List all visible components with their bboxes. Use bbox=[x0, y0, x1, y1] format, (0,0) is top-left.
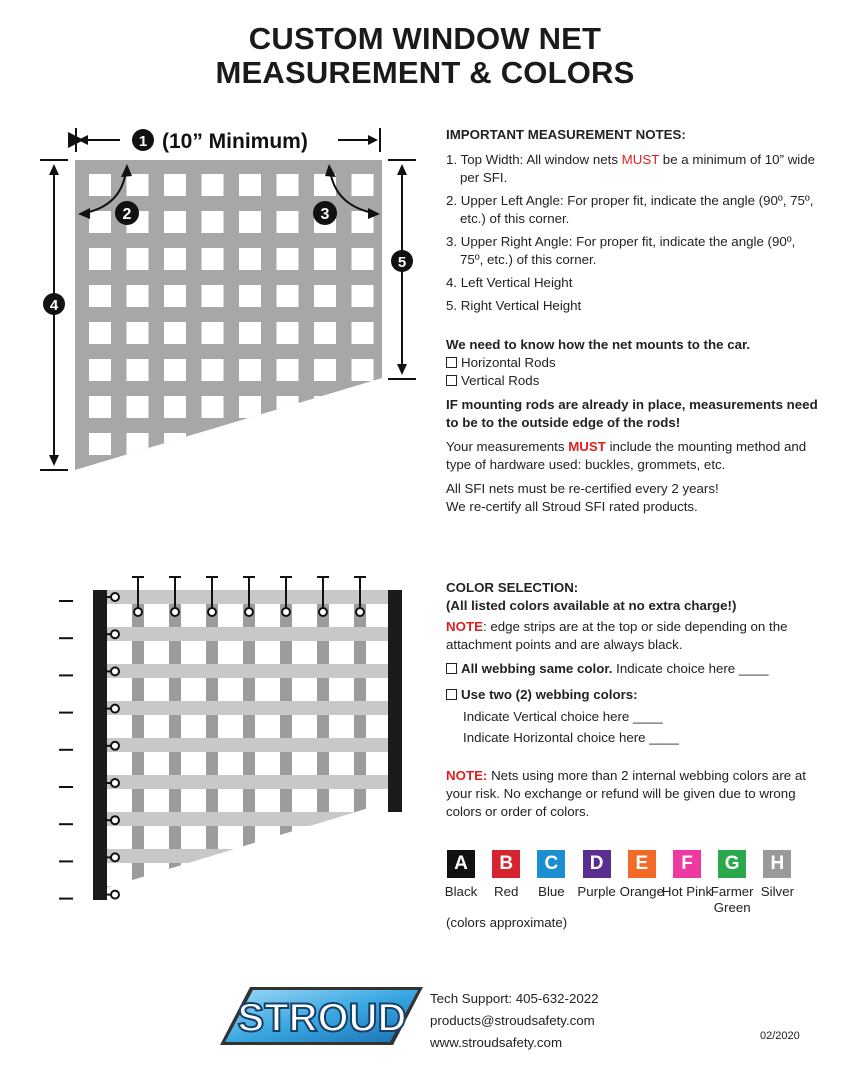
colors-approx-note: (colors approximate) bbox=[446, 915, 568, 930]
net-hole bbox=[89, 470, 111, 480]
net-hole bbox=[277, 285, 299, 307]
email-link[interactable]: products@stroudsafety.com bbox=[430, 1013, 595, 1028]
net-hole bbox=[352, 248, 374, 270]
net-hole bbox=[164, 174, 186, 196]
grommet-ring bbox=[111, 630, 119, 638]
website-link[interactable]: www.stroudsafety.com bbox=[430, 1035, 563, 1050]
net-hole bbox=[89, 396, 111, 418]
net-hole bbox=[239, 248, 261, 270]
net-hole bbox=[164, 359, 186, 381]
net-hole bbox=[89, 285, 111, 307]
horizontal-strap bbox=[100, 738, 400, 752]
swatch-b: B bbox=[492, 850, 520, 878]
method-note: Your measurements MUST include the mounting method and type of hardware used: buckles, grommets, etc. bbox=[446, 439, 807, 472]
net-hole bbox=[277, 174, 299, 196]
option-same-color[interactable]: All webbing same color. Indicate choice here ____ bbox=[446, 660, 821, 678]
net-hole bbox=[164, 433, 186, 455]
net-hole bbox=[352, 470, 374, 480]
top-grommet bbox=[245, 608, 253, 616]
net-hole bbox=[89, 211, 111, 233]
swatch-label: Orange bbox=[619, 884, 664, 899]
marker-4: 4 bbox=[49, 297, 59, 314]
grommet-ring bbox=[111, 593, 119, 601]
grommet-ring bbox=[111, 816, 119, 824]
net-hole bbox=[239, 433, 261, 455]
note-item-1: 1. Top Width: All window nets MUST be a minimum of 10” wide per SFI. bbox=[446, 152, 816, 185]
net-hole bbox=[314, 174, 336, 196]
net-hole bbox=[352, 433, 374, 455]
swatch-d: D bbox=[583, 850, 611, 878]
net-hole bbox=[277, 396, 299, 418]
page-title bbox=[0, 22, 850, 90]
note-item-2: 2. Upper Left Angle: For proper fit, indicate the angle (90º, 75º, etc.) of this corner. bbox=[446, 193, 814, 226]
checkbox-icon[interactable] bbox=[446, 357, 457, 368]
horizontal-strap bbox=[100, 627, 400, 641]
option-vertical-rods[interactable]: Vertical Rods bbox=[446, 372, 821, 390]
grommet-ring bbox=[111, 853, 119, 861]
top-grommet bbox=[134, 608, 142, 616]
net-hole bbox=[314, 248, 336, 270]
net-hole bbox=[314, 433, 336, 455]
net-hole bbox=[314, 470, 336, 480]
swatch-c: C bbox=[537, 850, 565, 878]
stroud-logo bbox=[220, 985, 425, 1047]
measurement-notes bbox=[446, 126, 821, 320]
net-hole bbox=[277, 211, 299, 233]
net-hole bbox=[164, 396, 186, 418]
horizontal-strap bbox=[100, 664, 400, 678]
net-hole bbox=[239, 285, 261, 307]
net-hole bbox=[127, 322, 149, 344]
net-hole bbox=[314, 359, 336, 381]
color-swatches bbox=[430, 850, 840, 920]
horizontal-strap bbox=[100, 701, 400, 715]
net-hole bbox=[277, 470, 299, 480]
swatch-label: Red bbox=[493, 884, 519, 899]
note-item-3: 3. Upper Right Angle: For proper fit, indicate the angle (90º, 75º, etc.) of this corner. bbox=[446, 234, 796, 267]
recert-line-1: All SFI nets must be re-certified every 2 years! bbox=[446, 481, 719, 496]
top-grommet bbox=[171, 608, 179, 616]
top-grommet bbox=[208, 608, 216, 616]
title-line-2: MEASUREMENT & COLORS bbox=[215, 55, 635, 90]
color-subheading: (All listed colors available at no extra charge!) bbox=[446, 598, 737, 613]
swatch-label: Purple bbox=[577, 884, 616, 899]
net-hole bbox=[352, 174, 374, 196]
net-hole bbox=[202, 470, 224, 480]
checkbox-icon[interactable] bbox=[446, 375, 457, 386]
marker-1: 1 bbox=[138, 133, 148, 150]
net-hole bbox=[89, 322, 111, 344]
net-hole bbox=[202, 322, 224, 344]
horizontal-strap bbox=[100, 775, 400, 789]
width-label: (10” Minimum) bbox=[162, 130, 308, 153]
net-hole bbox=[239, 211, 261, 233]
tech-support: Tech Support: 405-632-2022 bbox=[430, 991, 599, 1006]
net-hole bbox=[239, 174, 261, 196]
swatch-g: G bbox=[718, 850, 746, 878]
option-horizontal-rods[interactable]: Horizontal Rods bbox=[446, 354, 821, 372]
net-hole bbox=[89, 359, 111, 381]
measurement-diagram bbox=[30, 120, 420, 480]
marker-3: 3 bbox=[320, 206, 330, 223]
note-item-5: 5. Right Vertical Height bbox=[446, 298, 582, 313]
rods-note: IF mounting rods are already in place, measurements need to be to the outside edge of the rods! bbox=[446, 397, 818, 430]
net-hole bbox=[164, 248, 186, 270]
swatch-label: Farmer Green bbox=[710, 884, 754, 915]
net-hole bbox=[127, 433, 149, 455]
net-hole bbox=[202, 433, 224, 455]
net-mounting-diagram bbox=[55, 570, 415, 910]
marker-5: 5 bbox=[397, 254, 407, 271]
net-hole bbox=[202, 359, 224, 381]
checkbox-icon[interactable] bbox=[446, 689, 457, 700]
swatch-a: A bbox=[447, 850, 475, 878]
net-hole bbox=[89, 248, 111, 270]
net-hole bbox=[164, 211, 186, 233]
net-hole bbox=[352, 285, 374, 307]
swatch-e: E bbox=[628, 850, 656, 878]
grommet-ring bbox=[111, 891, 119, 899]
swatch-label: Black bbox=[444, 884, 478, 899]
net-hole bbox=[314, 396, 336, 418]
option-two-colors[interactable]: Use two (2) webbing colors: bbox=[446, 686, 821, 704]
edge-note: NOTE: edge strips are at the top or side depending on the attachment points and are always black. bbox=[446, 619, 788, 652]
swatch-f: F bbox=[673, 850, 701, 878]
net-hole bbox=[277, 248, 299, 270]
mounting-section bbox=[446, 336, 821, 516]
color-selection bbox=[446, 579, 821, 821]
revision-date: 02/2020 bbox=[760, 1030, 800, 1042]
swatch-h: H bbox=[763, 850, 791, 878]
marker-2: 2 bbox=[122, 206, 132, 223]
net-hole bbox=[314, 322, 336, 344]
width-dimension bbox=[76, 128, 380, 153]
left-height-dimension bbox=[40, 160, 68, 470]
swatch-label: Blue bbox=[538, 884, 565, 899]
net-hole bbox=[239, 322, 261, 344]
net-hole bbox=[202, 248, 224, 270]
grommet-ring bbox=[111, 779, 119, 787]
top-grommet bbox=[319, 608, 327, 616]
net-hole bbox=[239, 470, 261, 480]
net-hole bbox=[352, 359, 374, 381]
net-hole bbox=[89, 433, 111, 455]
net-hole bbox=[164, 470, 186, 480]
top-grommet bbox=[282, 608, 290, 616]
net-hole bbox=[202, 174, 224, 196]
swatch-label: Silver bbox=[760, 884, 795, 899]
net-hole bbox=[239, 396, 261, 418]
contact-info bbox=[430, 988, 599, 1054]
net-hole bbox=[127, 396, 149, 418]
net-hole bbox=[127, 248, 149, 270]
checkbox-icon[interactable] bbox=[446, 663, 457, 674]
net-hole bbox=[277, 433, 299, 455]
swatch-label: Hot Pink bbox=[661, 884, 713, 899]
net-hole bbox=[314, 285, 336, 307]
net-hole bbox=[239, 359, 261, 381]
net-hole bbox=[164, 322, 186, 344]
right-height-dimension bbox=[388, 160, 416, 379]
grommet-ring bbox=[111, 667, 119, 675]
net-hole bbox=[127, 285, 149, 307]
horizontal-choice: Indicate Horizontal choice here ____ bbox=[463, 730, 679, 745]
net-hole bbox=[352, 396, 374, 418]
net-hole bbox=[89, 174, 111, 196]
measurement-notes-heading: IMPORTANT MEASUREMENT NOTES: bbox=[446, 127, 686, 142]
net-hole bbox=[277, 322, 299, 344]
top-grommet bbox=[356, 608, 364, 616]
recert-line-2: We re-certify all Stroud SFI rated products. bbox=[446, 499, 698, 514]
note-item-4: 4. Left Vertical Height bbox=[446, 275, 573, 290]
mounting-heading: We need to know how the net mounts to the car. bbox=[446, 337, 751, 352]
grommet-ring bbox=[111, 742, 119, 750]
logo-text: STROUD bbox=[237, 996, 407, 1040]
grommet-ring bbox=[111, 705, 119, 713]
net-hole bbox=[127, 174, 149, 196]
net-hole bbox=[127, 470, 149, 480]
net-hole bbox=[202, 396, 224, 418]
title-line-1: CUSTOM WINDOW NET bbox=[248, 21, 602, 56]
webbing-note: NOTE: Nets using more than 2 internal webbing colors are at your risk. No exchange or refund will be given due to wrong colors or order of colors. bbox=[446, 768, 806, 819]
net-hole bbox=[164, 285, 186, 307]
vertical-choice: Indicate Vertical choice here ____ bbox=[463, 709, 663, 724]
net-hole bbox=[277, 359, 299, 381]
net-hole bbox=[127, 359, 149, 381]
net-hole bbox=[202, 211, 224, 233]
net-hole bbox=[352, 322, 374, 344]
color-heading: COLOR SELECTION: bbox=[446, 580, 579, 595]
net-hole bbox=[202, 285, 224, 307]
